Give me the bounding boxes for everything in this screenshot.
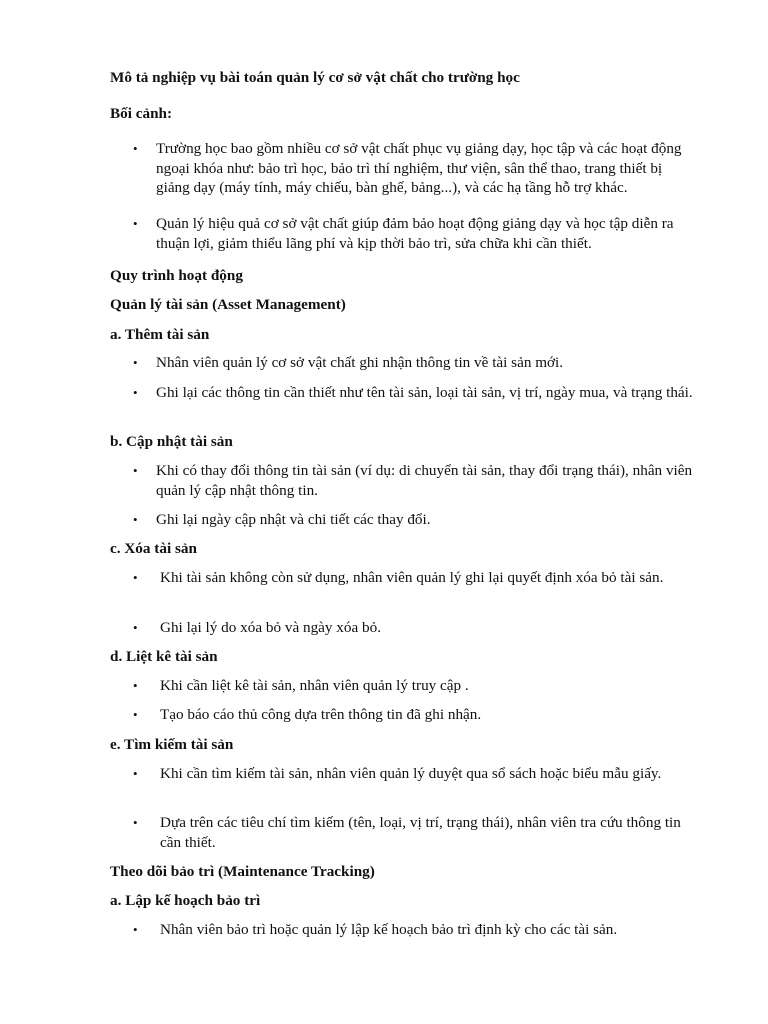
list-item: • Tạo báo cáo thủ công dựa trên thông tin đã ghi nhận.	[160, 705, 696, 725]
update-asset-heading: b. Cập nhật tài sản	[110, 433, 233, 450]
list-item: • Trường học bao gồm nhiều cơ sở vật chất phục vụ giảng dạy, học tập và các hoạt động ngoại khóa như: bảo trì học, bảo trì thí nghiệm, thư viện, sân thể thao, trang thiết bị giảng dạy (máy tính, máy chiếu, bàn ghế, bảng...), và các hạ tầng hỗ trợ khác.	[156, 139, 696, 198]
asset-management-heading: Quản lý tài sản (Asset Management)	[110, 296, 346, 313]
list-item: • Khi cần tìm kiếm tài sản, nhân viên quản lý duyệt qua sổ sách hoặc biểu mẫu giấy.	[160, 764, 696, 784]
list-item: • Khi tài sản không còn sử dụng, nhân viên quản lý ghi lại quyết định xóa bỏ tài sản.	[160, 568, 696, 588]
list-item: • Nhân viên bảo trì hoặc quản lý lập kế hoạch bảo trì định kỳ cho các tài sản.	[160, 920, 696, 940]
process-heading: Quy trình hoạt động	[110, 267, 243, 284]
maintenance-plan-heading: a. Lập kế hoạch bảo trì	[110, 892, 261, 909]
list-item: • Khi có thay đổi thông tin tài sản (ví dụ: di chuyển tài sản, thay đổi trạng thái), nhân viên quản lý cập nhật thông tin.	[156, 461, 696, 500]
list-item: • Quản lý hiệu quả cơ sở vật chất giúp đảm bảo hoạt động giảng dạy và học tập diễn ra thuận lợi, giảm thiểu lãng phí và kịp thời bảo trì, sửa chữa khi cần thiết.	[156, 214, 696, 253]
list-item: • Nhân viên quản lý cơ sở vật chất ghi nhận thông tin về tài sản mới.	[156, 353, 696, 373]
list-item: • Dựa trên các tiêu chí tìm kiếm (tên, loại, vị trí, trạng thái), nhân viên tra cứu thông tin cần thiết.	[160, 813, 696, 852]
list-item: • Ghi lại các thông tin cần thiết như tên tài sản, loại tài sản, vị trí, ngày mua, và trạng thái.	[156, 383, 696, 403]
list-item: • Ghi lại lý do xóa bỏ và ngày xóa bỏ.	[160, 618, 696, 638]
list-item: • Khi cần liệt kê tài sản, nhân viên quản lý truy cập .	[160, 676, 696, 696]
list-asset-heading: d. Liệt kê tài sản	[110, 648, 218, 665]
maintenance-tracking-heading: Theo dõi bảo trì (Maintenance Tracking)	[110, 863, 375, 880]
document-title: Mô tả nghiệp vụ bài toán quản lý cơ sở vật chất cho trường học	[110, 69, 520, 86]
add-asset-heading: a. Thêm tài sản	[110, 326, 210, 343]
list-item: • Ghi lại ngày cập nhật và chi tiết các thay đổi.	[156, 510, 696, 530]
context-heading: Bối cảnh:	[110, 105, 173, 122]
delete-asset-heading: c. Xóa tài sản	[110, 540, 197, 557]
search-asset-heading: e. Tìm kiếm tài sản	[110, 736, 234, 753]
